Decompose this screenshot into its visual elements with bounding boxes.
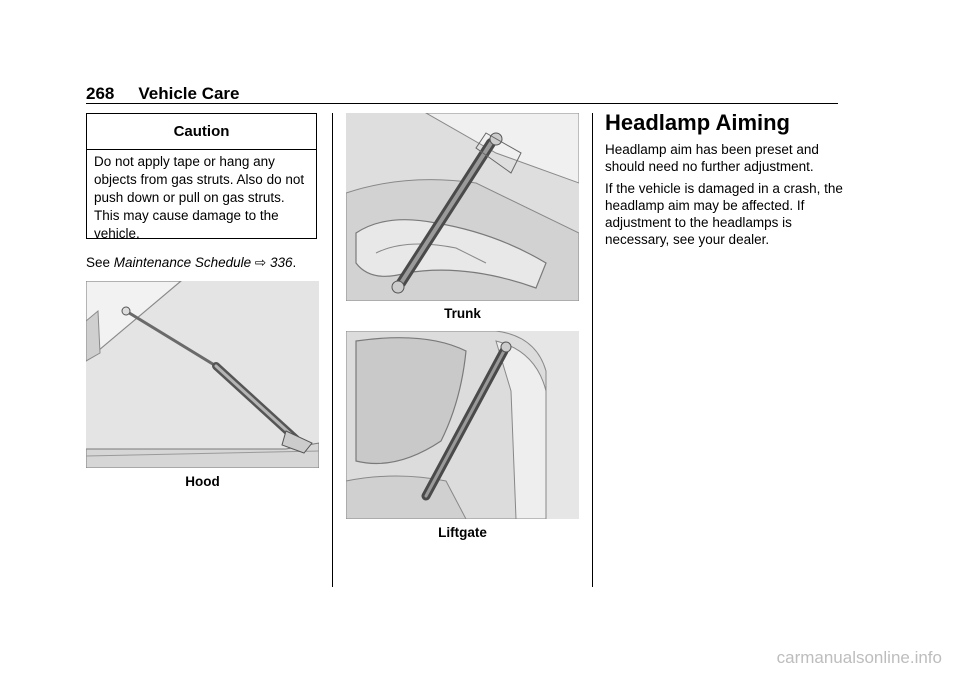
column-divider-right <box>592 113 593 587</box>
reference-link[interactable]: Maintenance Schedule <box>113 255 252 270</box>
headlamp-paragraph-2: If the vehicle is damaged in a crash, the headlamp aim may be affected. If adjustment to the headlamps is necessary, see your dealer. <box>605 181 843 247</box>
hood-figure <box>86 281 319 468</box>
trunk-caption: Trunk <box>444 306 481 321</box>
caution-title: Caution <box>173 123 230 140</box>
reference-page: 336 <box>269 255 293 270</box>
hood-caption: Hood <box>185 474 220 489</box>
caution-text: Do not apply tape or hang any objects from gas struts. Also do not push down or pull on gas struts. This may cause damage to the vehicle. <box>94 154 305 241</box>
headlamp-aiming-heading: Headlamp Aiming <box>605 110 790 135</box>
headlamp-paragraph-1: Headlamp aim has been preset and should need no further adjustment. <box>605 142 819 174</box>
caution-divider <box>87 149 316 150</box>
hood-illustration <box>86 281 319 468</box>
trunk-figure <box>346 113 579 301</box>
watermark: carmanualsonline.info <box>776 648 942 667</box>
reference-prefix: See <box>86 255 114 270</box>
liftgate-caption: Liftgate <box>438 525 487 540</box>
header-rule <box>86 103 838 104</box>
page-number: 268 <box>86 84 115 103</box>
liftgate-figure <box>346 331 579 519</box>
trunk-illustration <box>346 113 579 301</box>
arrow-icon: ⇨ <box>254 255 267 270</box>
section-title: Vehicle Care <box>138 84 240 103</box>
page-header <box>86 84 240 104</box>
column-divider-left <box>332 113 333 587</box>
liftgate-illustration <box>346 331 579 519</box>
caution-box <box>86 113 317 239</box>
maintenance-reference: See Maintenance Schedule ⇨ 336. <box>86 255 297 270</box>
